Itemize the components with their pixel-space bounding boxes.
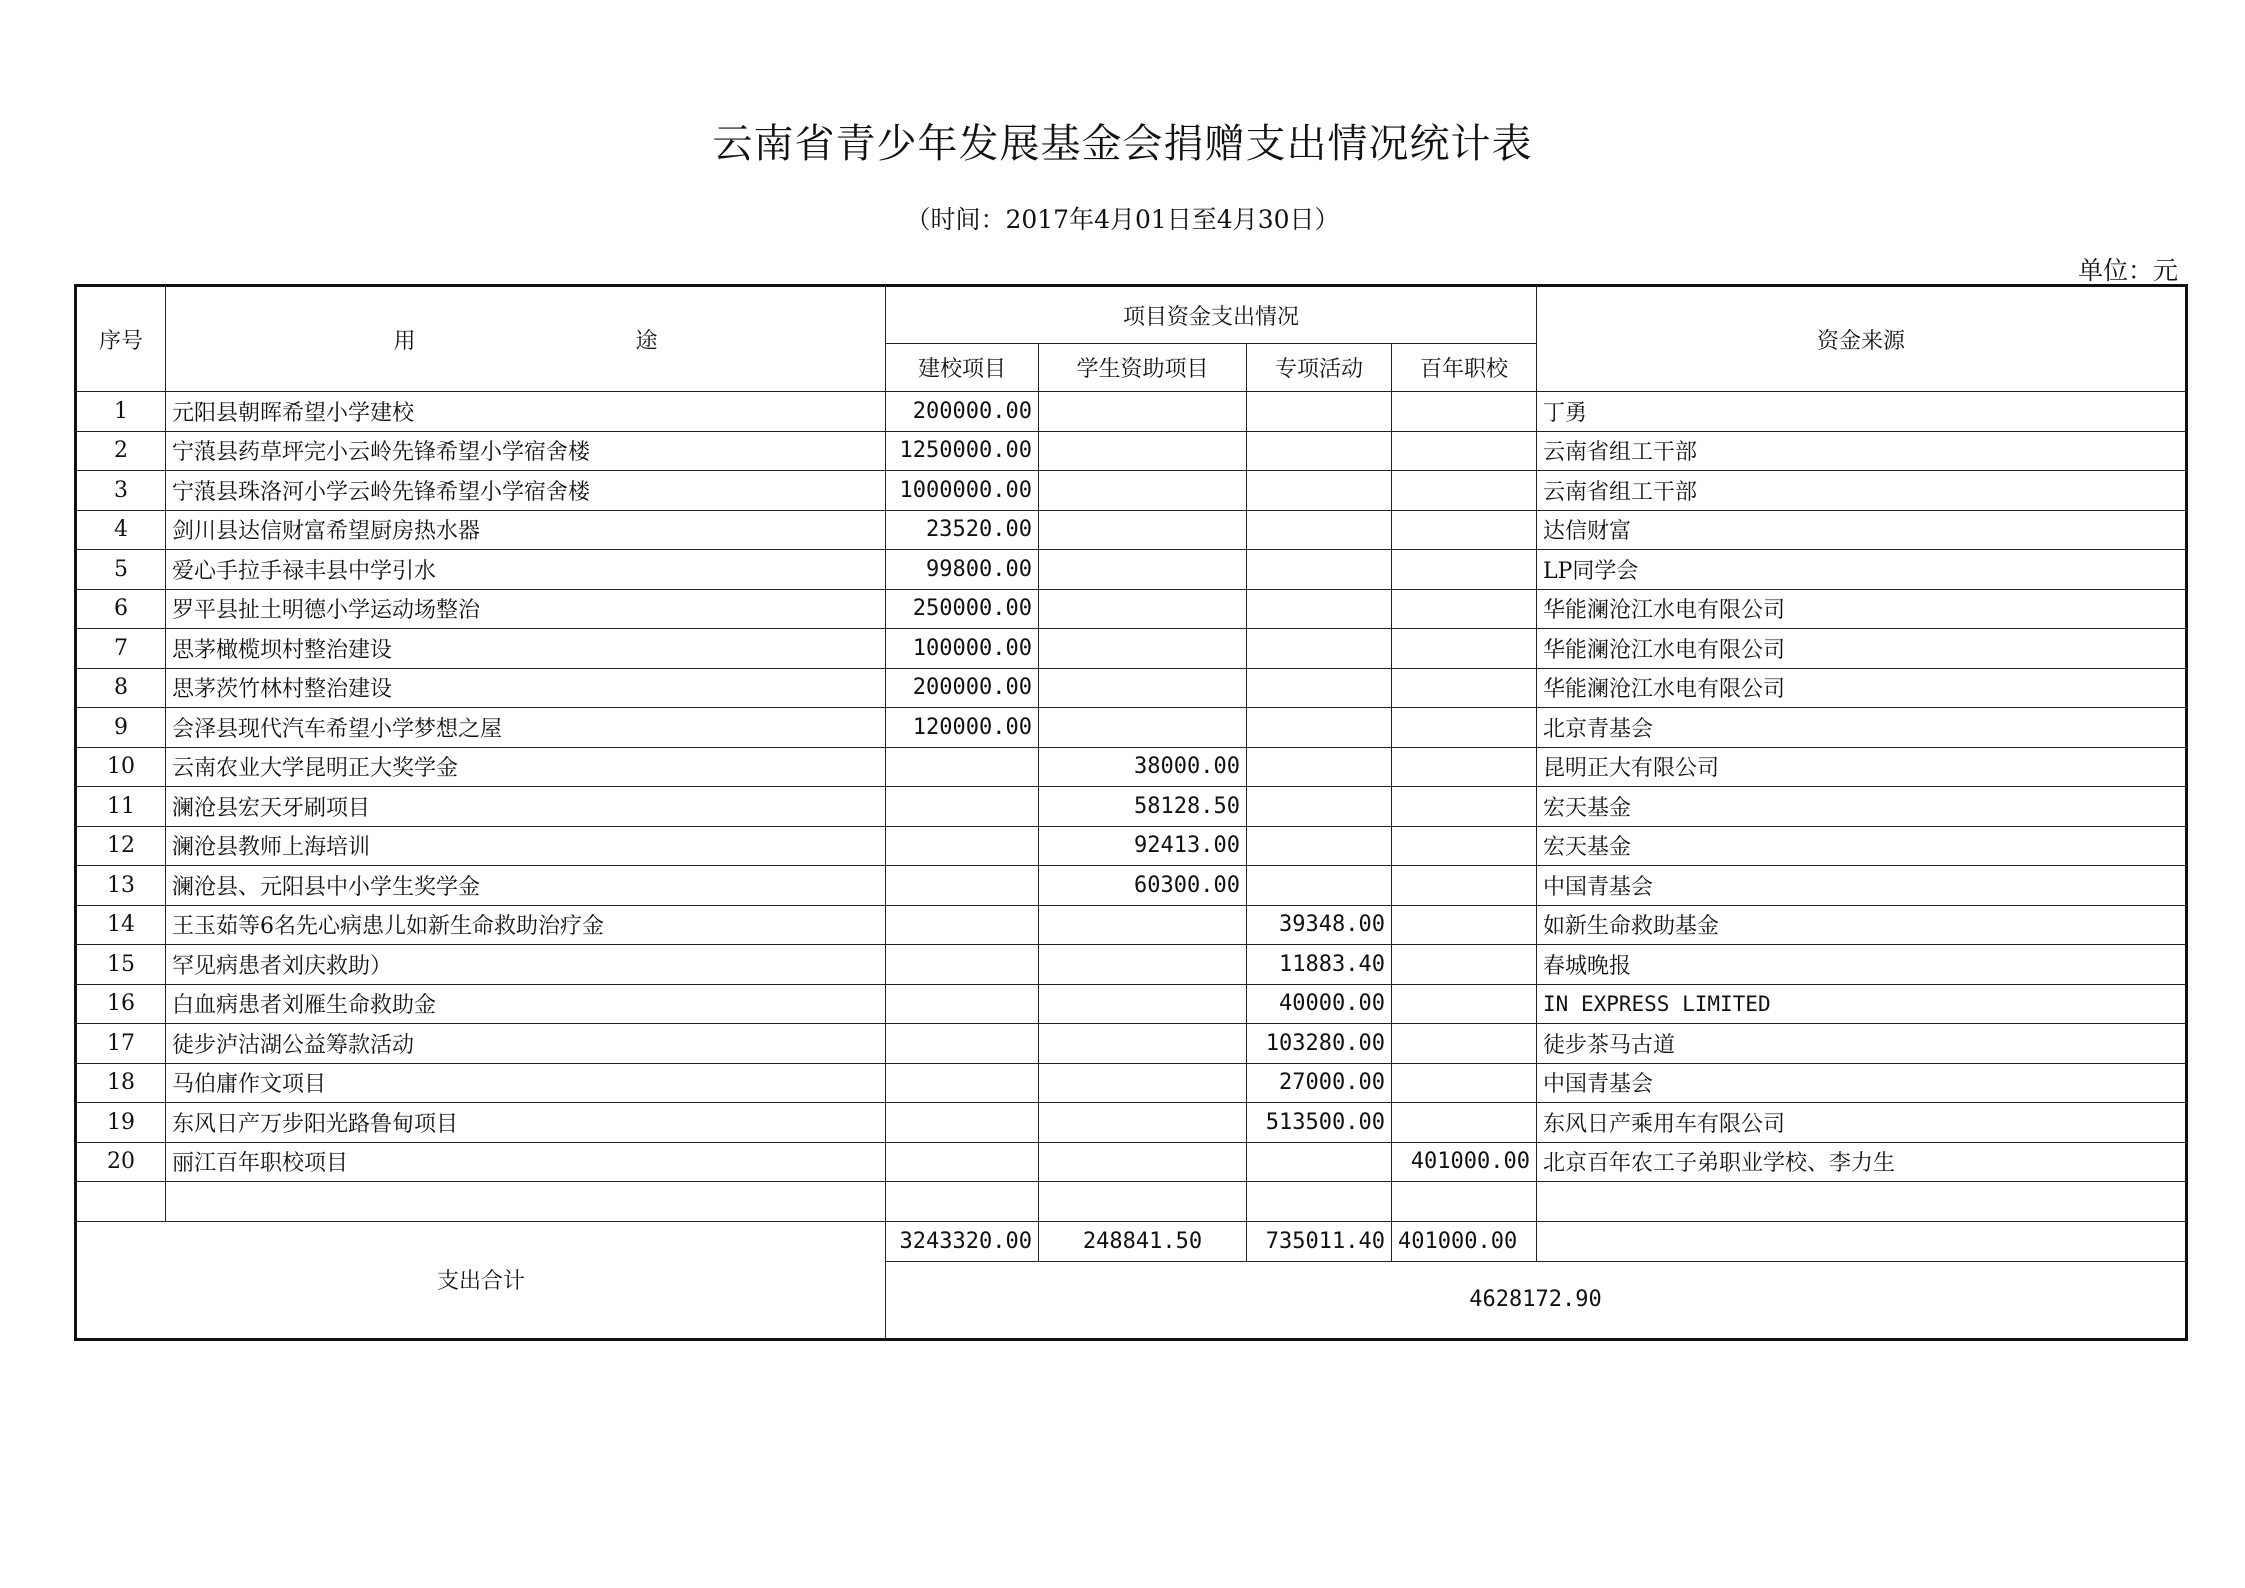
row-school-amount: 23520.00 [886, 510, 1039, 550]
row-usage: 白血病患者刘雁生命救助金 [166, 984, 886, 1024]
table-row [76, 471, 2187, 511]
row-school-amount [886, 1024, 1039, 1064]
row-student-amount [1039, 431, 1247, 471]
row-no: 5 [76, 550, 166, 590]
row-source: LP同学会 [1537, 550, 2187, 590]
row-school-amount: 100000.00 [886, 629, 1039, 669]
table-row [76, 629, 2187, 669]
row-vocational-amount [1392, 510, 1537, 550]
row-no: 13 [76, 866, 166, 906]
row-usage: 徒步泸沽湖公益筹款活动 [166, 1024, 886, 1064]
row-source: 中国青基会 [1537, 866, 2187, 906]
row-source: 华能澜沧江水电有限公司 [1537, 589, 2187, 629]
row-source: 华能澜沧江水电有限公司 [1537, 668, 2187, 708]
row-student-amount [1039, 1142, 1247, 1182]
row-special-amount: 40000.00 [1247, 984, 1392, 1024]
row-no: 2 [76, 431, 166, 471]
row-no: 20 [76, 1142, 166, 1182]
totals-section [76, 1221, 2187, 1339]
row-special-amount [1247, 747, 1392, 787]
row-vocational-amount [1392, 866, 1537, 906]
row-no: 4 [76, 510, 166, 550]
table-row [76, 787, 2187, 827]
total-school: 3243320.00 [886, 1221, 1039, 1261]
row-vocational-amount [1392, 787, 1537, 827]
row-school-amount: 200000.00 [886, 668, 1039, 708]
total-source-empty [1537, 1221, 2187, 1261]
row-student-amount [1039, 905, 1247, 945]
table-row [76, 431, 2187, 471]
row-usage: 马伯庸作文项目 [166, 1063, 886, 1103]
row-school-amount: 1000000.00 [886, 471, 1039, 511]
row-source: 如新生命救助基金 [1537, 905, 2187, 945]
row-school-amount [886, 1142, 1039, 1182]
row-special-amount [1247, 1182, 1392, 1222]
row-usage: 东风日产万步阳光路鲁甸项目 [166, 1103, 886, 1143]
row-student-amount [1039, 1063, 1247, 1103]
total-label: 支出合计 [76, 1221, 886, 1339]
row-special-amount [1247, 471, 1392, 511]
row-vocational-amount: 401000.00 [1392, 1142, 1537, 1182]
row-vocational-amount [1392, 392, 1537, 432]
row-school-amount [886, 1103, 1039, 1143]
row-no: 9 [76, 708, 166, 748]
row-source: 昆明正大有限公司 [1537, 747, 2187, 787]
row-student-amount [1039, 471, 1247, 511]
row-school-amount: 1250000.00 [886, 431, 1039, 471]
table-body [76, 392, 2187, 1222]
row-school-amount [886, 866, 1039, 906]
row-usage: 云南农业大学昆明正大奖学金 [166, 747, 886, 787]
row-no: 8 [76, 668, 166, 708]
table-row [76, 708, 2187, 748]
row-no: 11 [76, 787, 166, 827]
row-student-amount [1039, 392, 1247, 432]
row-source: 丁勇 [1537, 392, 2187, 432]
row-no: 18 [76, 1063, 166, 1103]
row-student-amount [1039, 1182, 1247, 1222]
row-source: 宏天基金 [1537, 826, 2187, 866]
row-school-amount [886, 747, 1039, 787]
row-source: 云南省组工干部 [1537, 431, 2187, 471]
row-student-amount [1039, 984, 1247, 1024]
row-no: 12 [76, 826, 166, 866]
table-row [76, 984, 2187, 1024]
row-student-amount: 38000.00 [1039, 747, 1247, 787]
row-usage: 罗平县扯土明德小学运动场整治 [166, 589, 886, 629]
row-usage: 澜沧县教师上海培训 [166, 826, 886, 866]
row-no [76, 1182, 166, 1222]
header-student: 学生资助项目 [1039, 344, 1247, 392]
row-vocational-amount [1392, 826, 1537, 866]
row-usage: 罕见病患者刘庆救助） [166, 945, 886, 985]
row-usage: 王玉茹等6名先心病患儿如新生命救助治疗金 [166, 905, 886, 945]
date-range: （时间：2017年4月01日至4月30日） [905, 205, 1340, 234]
row-usage: 剑川县达信财富希望厨房热水器 [166, 510, 886, 550]
row-no: 10 [76, 747, 166, 787]
row-special-amount [1247, 826, 1392, 866]
row-no: 15 [76, 945, 166, 985]
row-special-amount [1247, 431, 1392, 471]
row-usage: 爱心手拉手禄丰县中学引水 [166, 550, 886, 590]
row-source: 达信财富 [1537, 510, 2187, 550]
row-student-amount: 58128.50 [1039, 787, 1247, 827]
table-row [76, 589, 2187, 629]
row-no: 14 [76, 905, 166, 945]
header-usage-left: 用 [393, 328, 416, 354]
row-school-amount: 99800.00 [886, 550, 1039, 590]
row-school-amount [886, 1182, 1039, 1222]
row-student-amount: 60300.00 [1039, 866, 1247, 906]
table-row [76, 550, 2187, 590]
row-student-amount [1039, 589, 1247, 629]
table-row [76, 510, 2187, 550]
row-source: 北京青基会 [1537, 708, 2187, 748]
row-vocational-amount [1392, 945, 1537, 985]
header-usage [166, 286, 886, 392]
row-special-amount [1247, 708, 1392, 748]
row-school-amount [886, 787, 1039, 827]
row-usage [166, 1182, 886, 1222]
row-usage: 澜沧县宏天牙刷项目 [166, 787, 886, 827]
row-no: 17 [76, 1024, 166, 1064]
row-vocational-amount [1392, 1063, 1537, 1103]
row-school-amount: 250000.00 [886, 589, 1039, 629]
row-usage: 澜沧县、元阳县中小学生奖学金 [166, 866, 886, 906]
header-no: 序号 [76, 286, 166, 392]
row-school-amount [886, 905, 1039, 945]
row-usage: 丽江百年职校项目 [166, 1142, 886, 1182]
row-school-amount [886, 826, 1039, 866]
row-student-amount [1039, 708, 1247, 748]
row-student-amount [1039, 550, 1247, 590]
row-source [1537, 1182, 2187, 1222]
row-no: 6 [76, 589, 166, 629]
header-source: 资金来源 [1537, 286, 2187, 392]
header-school: 建校项目 [886, 344, 1039, 392]
header-usage-right: 途 [635, 328, 658, 354]
row-special-amount [1247, 550, 1392, 590]
page-title: 云南省青少年发展基金会捐赠支出情况统计表 [712, 121, 1533, 167]
row-school-amount: 200000.00 [886, 392, 1039, 432]
row-source: 华能澜沧江水电有限公司 [1537, 629, 2187, 669]
table-row [76, 1063, 2187, 1103]
row-special-amount [1247, 629, 1392, 669]
row-no: 16 [76, 984, 166, 1024]
row-special-amount [1247, 589, 1392, 629]
table-row [76, 945, 2187, 985]
row-vocational-amount [1392, 1182, 1537, 1222]
table-row [76, 1182, 2187, 1222]
row-vocational-amount [1392, 668, 1537, 708]
total-vocational: 401000.00 [1392, 1221, 1537, 1261]
row-special-amount: 103280.00 [1247, 1024, 1392, 1064]
row-student-amount [1039, 668, 1247, 708]
table-row [76, 1142, 2187, 1182]
row-no: 1 [76, 392, 166, 432]
row-vocational-amount [1392, 1024, 1537, 1064]
row-source: IN EXPRESS LIMITED [1537, 984, 2187, 1024]
row-school-amount [886, 984, 1039, 1024]
row-vocational-amount [1392, 431, 1537, 471]
table-row [76, 668, 2187, 708]
row-special-amount [1247, 787, 1392, 827]
row-student-amount [1039, 1024, 1247, 1064]
row-special-amount: 39348.00 [1247, 905, 1392, 945]
row-vocational-amount [1392, 550, 1537, 590]
row-student-amount: 92413.00 [1039, 826, 1247, 866]
total-special: 735011.40 [1247, 1221, 1392, 1261]
row-special-amount: 27000.00 [1247, 1063, 1392, 1103]
row-special-amount [1247, 668, 1392, 708]
row-vocational-amount [1392, 1103, 1537, 1143]
row-no: 19 [76, 1103, 166, 1143]
row-usage: 思茅橄榄坝村整治建设 [166, 629, 886, 669]
row-special-amount [1247, 866, 1392, 906]
row-source: 北京百年农工子弟职业学校、李力生 [1537, 1142, 2187, 1182]
row-student-amount [1039, 629, 1247, 669]
row-special-amount: 11883.40 [1247, 945, 1392, 985]
row-usage: 宁蒗县珠洛河小学云岭先锋希望小学宿舍楼 [166, 471, 886, 511]
grand-total: 4628172.90 [886, 1261, 2187, 1339]
row-student-amount [1039, 945, 1247, 985]
row-source: 宏天基金 [1537, 787, 2187, 827]
expenditure-table [74, 284, 2188, 1341]
table-row [76, 1024, 2187, 1064]
row-vocational-amount [1392, 629, 1537, 669]
table-row [76, 1103, 2187, 1143]
row-no: 7 [76, 629, 166, 669]
row-school-amount [886, 945, 1039, 985]
row-usage: 宁蒗县药草坪完小云岭先锋希望小学宿舍楼 [166, 431, 886, 471]
table-row [76, 392, 2187, 432]
total-student: 248841.50 [1039, 1221, 1247, 1261]
row-vocational-amount [1392, 905, 1537, 945]
row-special-amount [1247, 1142, 1392, 1182]
header-project-funds: 项目资金支出情况 [886, 286, 1537, 344]
header-vocational: 百年职校 [1392, 344, 1537, 392]
row-special-amount [1247, 392, 1392, 432]
row-school-amount [886, 1063, 1039, 1103]
row-special-amount: 513500.00 [1247, 1103, 1392, 1143]
row-source: 徒步茶马古道 [1537, 1024, 2187, 1064]
row-student-amount [1039, 510, 1247, 550]
row-usage: 思茅茨竹林村整治建设 [166, 668, 886, 708]
table-row [76, 905, 2187, 945]
row-usage: 会泽县现代汽车希望小学梦想之屋 [166, 708, 886, 748]
row-source: 东风日产乘用车有限公司 [1537, 1103, 2187, 1143]
table-row [76, 747, 2187, 787]
row-usage: 元阳县朝晖希望小学建校 [166, 392, 886, 432]
row-student-amount [1039, 1103, 1247, 1143]
row-vocational-amount [1392, 471, 1537, 511]
row-source: 春城晚报 [1537, 945, 2187, 985]
header-special: 专项活动 [1247, 344, 1392, 392]
row-source: 中国青基会 [1537, 1063, 2187, 1103]
row-special-amount [1247, 510, 1392, 550]
row-no: 3 [76, 471, 166, 511]
table-row [76, 866, 2187, 906]
row-vocational-amount [1392, 589, 1537, 629]
row-source: 云南省组工干部 [1537, 471, 2187, 511]
table-row [76, 826, 2187, 866]
row-vocational-amount [1392, 984, 1537, 1024]
row-vocational-amount [1392, 708, 1537, 748]
row-vocational-amount [1392, 747, 1537, 787]
row-school-amount: 120000.00 [886, 708, 1039, 748]
unit-label: 单位：元 [2077, 256, 2178, 285]
